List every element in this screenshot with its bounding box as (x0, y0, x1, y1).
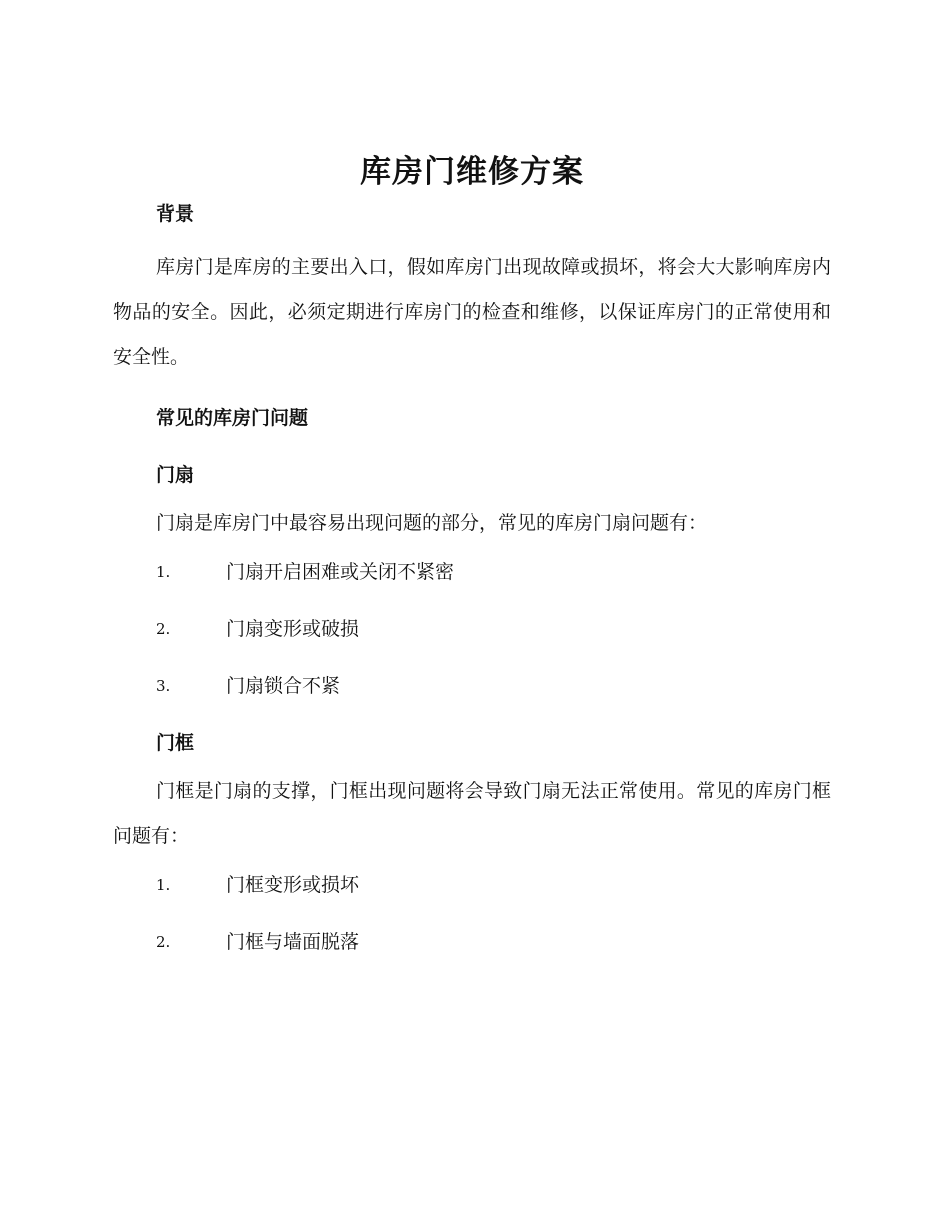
list-item-number: 1. (156, 876, 171, 894)
heading-background: 背景 (156, 203, 195, 225)
document-content (113, 148, 831, 956)
heading-common-problems: 常见的库房门问题 (156, 407, 309, 429)
paragraph-door-frame-intro: 门框是门扇的支撑，门框出现问题将会导致门扇无法正常使用。常见的库房门框问题有： (113, 780, 831, 847)
list-item-number: 2. (156, 933, 171, 951)
list-item-number: 2. (156, 620, 171, 638)
document-title: 库房门维修方案 (360, 154, 584, 190)
heading-door-leaf: 门扇 (156, 464, 195, 486)
list-item (113, 615, 831, 643)
paragraph-door-leaf-intro: 门扇是库房门中最容易出现问题的部分，常见的库房门扇问题有： (156, 512, 708, 534)
heading-door-frame: 门框 (156, 732, 195, 754)
list-item (113, 558, 831, 586)
list-item-number: 3. (156, 677, 171, 695)
list-item-text: 门扇变形或破损 (226, 618, 360, 640)
list-item (113, 928, 831, 956)
list-item-text: 门框与墙面脱落 (226, 931, 360, 953)
list-item-text: 门扇锁合不紧 (226, 675, 341, 697)
door-frame-problem-list (113, 871, 831, 956)
door-leaf-problem-list (113, 558, 831, 700)
paragraph-background: 库房门是库房的主要出入口，假如库房门出现故障或损坏，将会大大影响库房内物品的安全。因此，必须定期进行库房门的检查和维修，以保证库房门的正常使用和安全性。 (113, 256, 831, 368)
list-item (113, 672, 831, 700)
list-item-text: 门框变形或损坏 (226, 874, 360, 896)
list-item-text: 门扇开启困难或关闭不紧密 (226, 561, 455, 583)
list-item-number: 1. (156, 563, 171, 581)
list-item (113, 871, 831, 899)
